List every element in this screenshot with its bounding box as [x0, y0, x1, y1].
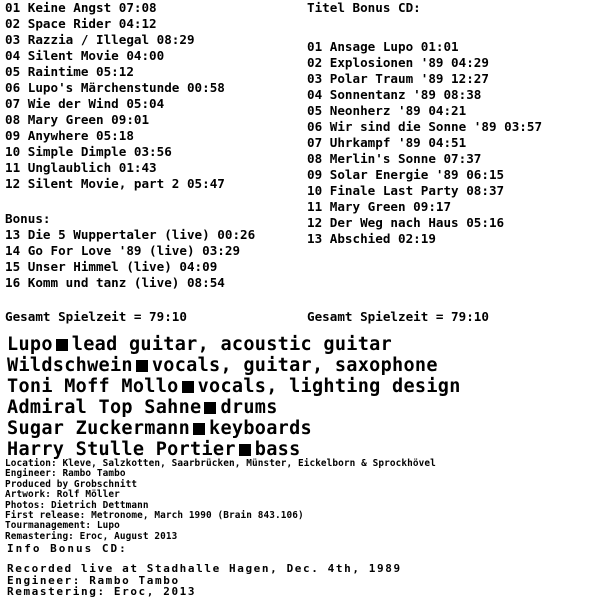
member-name: Admiral Top Sahne [7, 397, 202, 418]
track-item: 12 Silent Movie, part 2 05:47 [5, 176, 225, 191]
bonus-cd-track-item: 02 Explosionen '89 04:29 [307, 55, 489, 70]
bonus-cd-track-item: 08 Merlin's Sonne 07:37 [307, 151, 482, 166]
bonus-track-item: 14 Go For Love '89 (live) 03:29 [5, 243, 241, 258]
bonus-cd-track-item: 06 Wir sind die Sonne '89 03:57 [307, 119, 543, 134]
bonus-info-line: Engineer: Rambo Tambo [7, 573, 180, 587]
track-item: 08 Mary Green 09:01 [5, 112, 150, 127]
bonus-cd-track-item: 03 Polar Traum '89 12:27 [307, 71, 489, 86]
track-item: 05 Raintime 05:12 [5, 64, 134, 79]
bonus-cd-track-item: 04 Sonnentanz '89 08:38 [307, 87, 482, 102]
bonus-cd-track-item: 13 Abschied 02:19 [307, 231, 436, 246]
bonus-track-item: 15 Unser Himmel (live) 04:09 [5, 259, 218, 274]
bonus-cd-track-item: 01 Ansage Lupo 01:01 [307, 39, 459, 54]
track-item: 10 Simple Dimple 03:56 [5, 144, 172, 159]
bonus-track-item: 16 Komm und tanz (live) 08:54 [5, 275, 225, 290]
bonus-heading: Bonus: [5, 211, 51, 226]
bonus-info-line: Recorded live at Stadhalle Hagen, Dec. 4th, 1989 [7, 562, 402, 575]
track-item: 11 Unglaublich 01:43 [5, 160, 157, 175]
credit-line: Engineer: Rambo Tambo [5, 468, 126, 480]
lineup-row [7, 397, 597, 418]
member-role: vocals, guitar, saxophone [151, 355, 438, 376]
credit-line: Artwork: Rolf Möller [5, 489, 120, 501]
square-bullet-icon [193, 423, 205, 435]
track-item: 03 Razzia / Illegal 08:29 [5, 32, 195, 47]
credits [5, 459, 600, 542]
square-bullet-icon [136, 360, 148, 372]
member-name: Toni Moff Mollo [7, 376, 179, 397]
credit-line: Produced by Grobschnitt [5, 478, 138, 490]
square-bullet-icon [204, 402, 216, 414]
square-bullet-icon [182, 381, 194, 393]
member-role: bass [254, 439, 301, 460]
member-name: Wildschwein [7, 355, 133, 376]
member-role: drums [220, 397, 278, 418]
main-cd-tracklist [5, 0, 300, 330]
bonus-track-item: 13 Die 5 Wuppertaler (live) 00:26 [5, 227, 256, 242]
bonus-cd-track-item: 07 Uhrkampf '89 04:51 [307, 135, 467, 150]
lineup-row [7, 355, 597, 376]
member-role: lead guitar, acoustic guitar [71, 334, 393, 355]
total-playtime: Gesamt Spielzeit = 79:10 [307, 309, 489, 324]
lineup-row [7, 439, 597, 460]
member-name: Lupo [7, 334, 53, 355]
bonus-cd-track-item: 09 Solar Energie '89 06:15 [307, 167, 505, 182]
square-bullet-icon [239, 444, 251, 456]
member-name: Sugar Zuckermann [7, 418, 191, 439]
bonus-cd-info [7, 543, 597, 598]
lineup-row [7, 376, 597, 397]
total-playtime: Gesamt Spielzeit = 79:10 [5, 309, 187, 324]
track-item: 04 Silent Movie 04:00 [5, 48, 165, 63]
bonus-cd-track-item: 05 Neonherz '89 04:21 [307, 103, 467, 118]
bonus-cd-title: Titel Bonus CD: [307, 0, 421, 15]
band-lineup [7, 334, 597, 460]
bonus-info-heading: Info Bonus CD: [7, 542, 128, 555]
square-bullet-icon [56, 339, 68, 351]
credit-line: First release: Metronome, March 1990 (Brain 843.106) [5, 509, 304, 521]
track-item: 09 Anywhere 05:18 [5, 128, 134, 143]
bonus-cd-tracklist [307, 0, 600, 330]
credit-line: Remastering: Eroc, August 2013 [5, 530, 178, 542]
track-item: 07 Wie der Wind 05:04 [5, 96, 165, 111]
bonus-cd-track-item: 10 Finale Last Party 08:37 [307, 183, 505, 198]
bonus-info-line: Remastering: Eroc, 2013 [7, 585, 197, 598]
lineup-row [7, 418, 597, 439]
track-item: 02 Space Rider 04:12 [5, 16, 157, 31]
credit-line: Location: Kleve, Salzkotten, Saarbrücken, Münster, Eickelborn & Sprockhövel [5, 458, 436, 469]
credit-line: Photos: Dietrich Dettmann [5, 499, 149, 511]
member-role: vocals, lighting design [197, 376, 461, 397]
member-name: Harry Stulle Portier [7, 439, 236, 460]
member-role: keyboards [209, 418, 312, 439]
lineup-row [7, 334, 597, 355]
track-item: 06 Lupo's Märchenstunde 00:58 [5, 80, 225, 95]
bonus-cd-track-item: 11 Mary Green 09:17 [307, 199, 452, 214]
bonus-cd-track-item: 12 Der Weg nach Haus 05:16 [307, 215, 505, 230]
credit-line: Tourmanagement: Lupo [5, 520, 120, 532]
track-item: 01 Keine Angst 07:08 [5, 0, 157, 15]
